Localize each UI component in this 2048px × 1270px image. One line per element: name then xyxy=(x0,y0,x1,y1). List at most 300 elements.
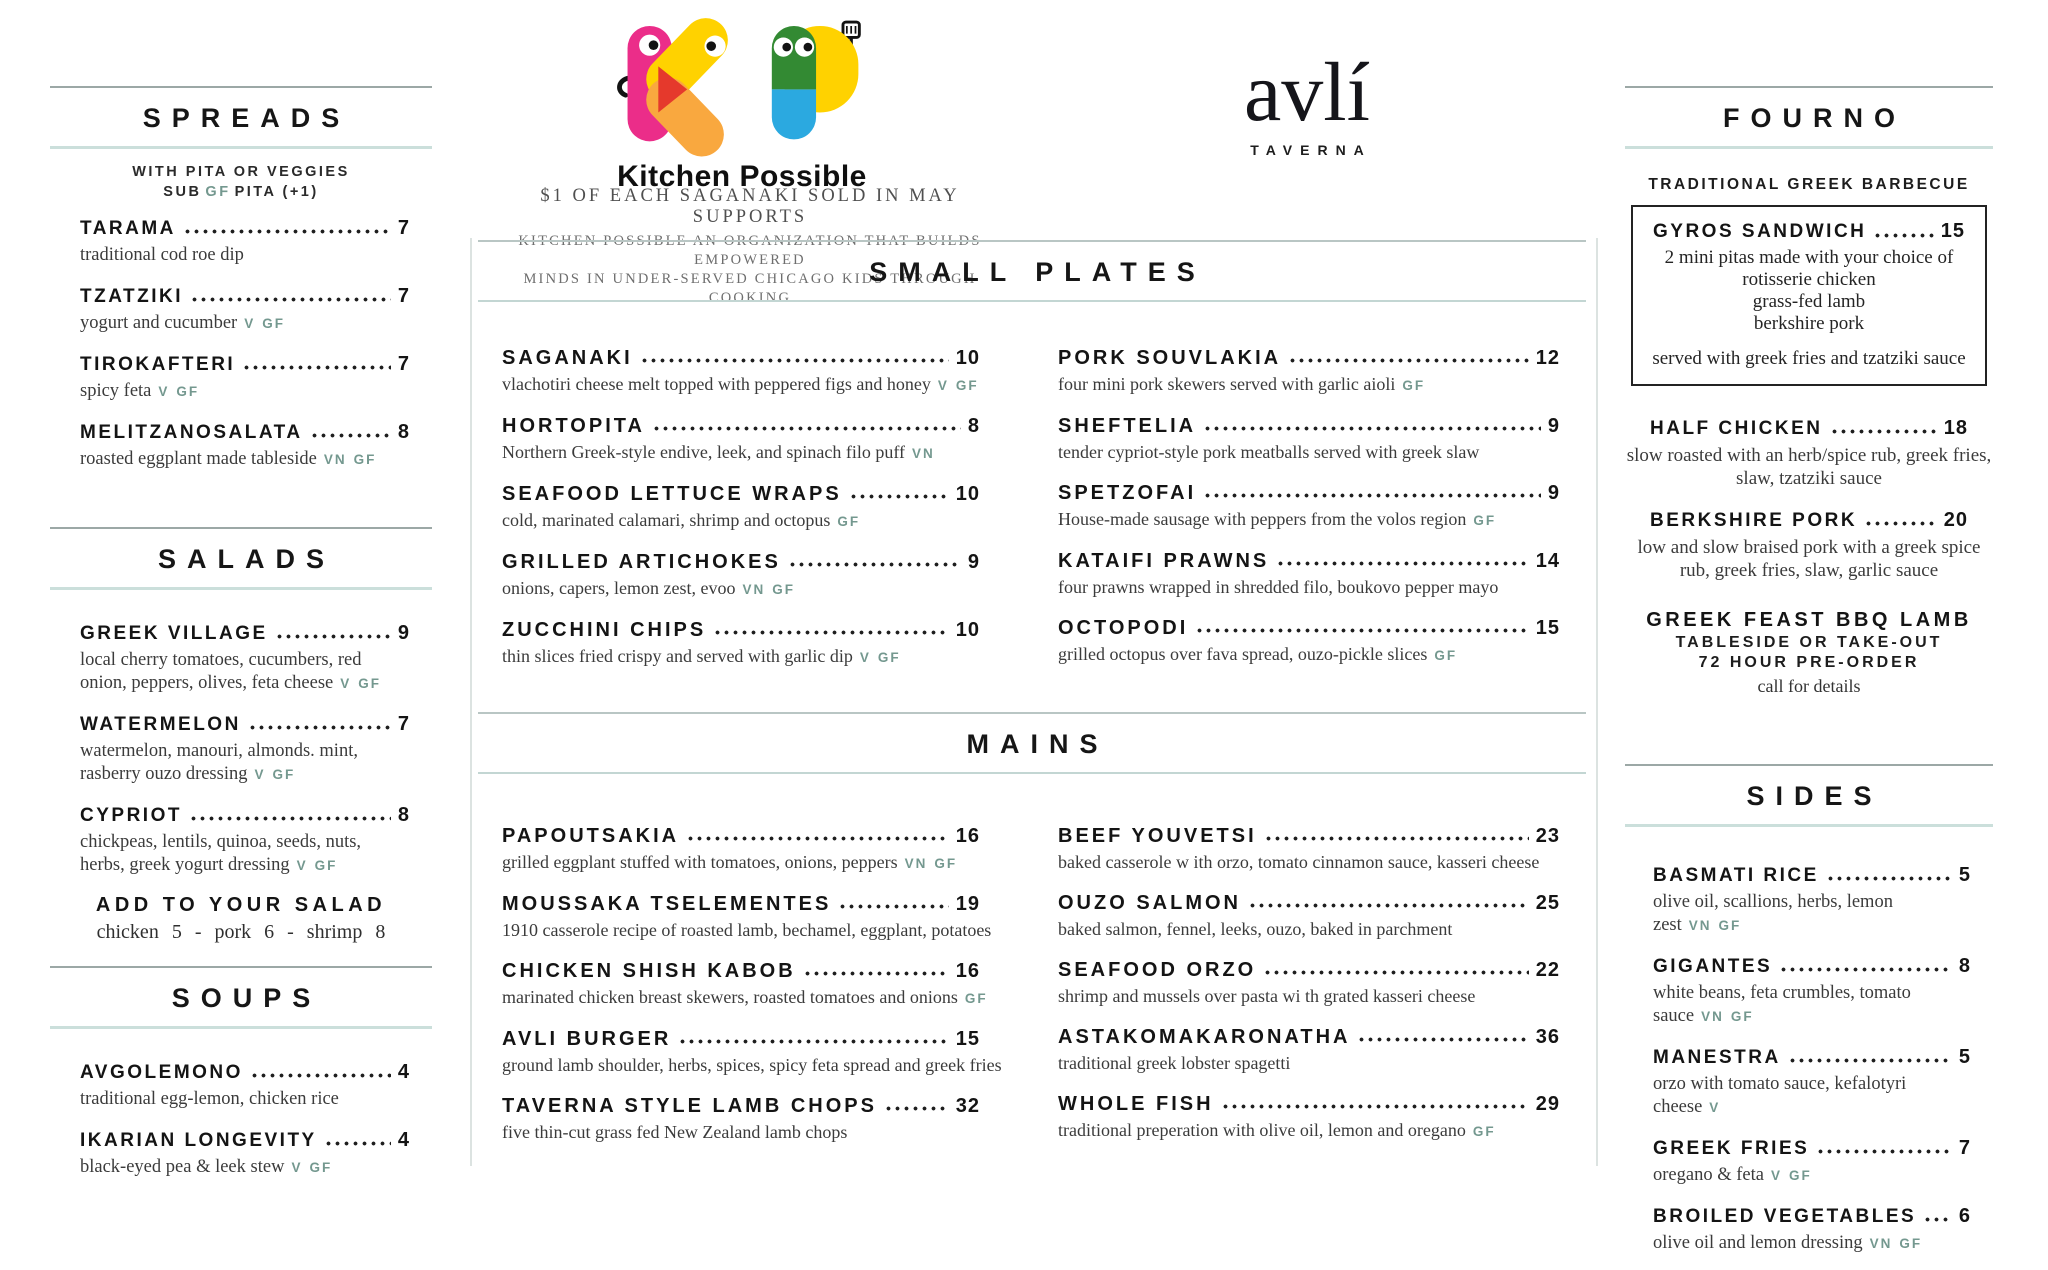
gyros-footer: served with greek fries and tzatziki sauce xyxy=(1652,348,1966,369)
item-name: BERKSHIRE PORK xyxy=(1650,510,1858,531)
item-description: thin slices fried crispy and served with garlic dip V GF xyxy=(502,646,901,666)
menu-item xyxy=(1058,344,1560,397)
item-description: House-made sausage with peppers from the volos region GF xyxy=(1058,509,1497,529)
item-description: traditional greek lobster spagetti xyxy=(1058,1053,1291,1073)
item-description: local cherry tomatoes, cucumbers, red onion, peppers, olives, feta cheese V GF xyxy=(80,650,382,693)
item-price: 36 xyxy=(1535,1026,1560,1048)
section-soups xyxy=(50,966,432,1194)
item-name: ASTAKOMAKARONATHA xyxy=(1058,1026,1351,1048)
item-name: TIROKAFTERI xyxy=(80,354,236,375)
item-name: MELITZANOSALATA xyxy=(80,422,303,443)
menu-item xyxy=(80,282,410,335)
diet-tag: VN xyxy=(1688,918,1712,933)
diet-tag: GF xyxy=(1472,1124,1496,1139)
item-price: 15 xyxy=(1940,220,1965,242)
item-price: 4 xyxy=(397,1061,410,1083)
menu-item xyxy=(1653,1134,1971,1187)
menu-item xyxy=(80,418,410,471)
gyros-description-line: rotisserie chicken xyxy=(1742,269,1876,290)
item-price: 10 xyxy=(955,483,980,505)
diet-tag: GF xyxy=(1473,513,1497,528)
section-title: SOUPS xyxy=(171,983,322,1013)
item-price: 14 xyxy=(1535,550,1560,572)
feast-line-2: 72 HOUR PRE-ORDER xyxy=(1698,654,1920,671)
dot-leader xyxy=(1195,626,1528,635)
menu-item-row xyxy=(80,282,410,311)
feast-line-1: TABLESIDE OR TAKE-OUT xyxy=(1675,634,1943,651)
gyros-description-line: 2 mini pitas made with your choice of xyxy=(1664,247,1954,268)
menu-item-row xyxy=(1641,216,1977,247)
diet-tag: GF xyxy=(955,378,979,393)
small-plates-left xyxy=(502,344,980,684)
kitchen-possible-wordmark: Kitchen Possible xyxy=(617,160,867,193)
dot-leader xyxy=(248,723,391,732)
dot-leader xyxy=(1263,968,1529,977)
item-description: watermelon, manouri, almonds. mint, rasberry ouzo dressing V GF xyxy=(80,741,358,784)
charity-line-1: $1 OF EACH SAGANAKI SOLD IN MAY SUPPORTS xyxy=(540,186,960,227)
item-description: spicy feta V GF xyxy=(80,381,200,401)
item-name: GIGANTES xyxy=(1653,956,1773,977)
menu-item xyxy=(502,957,988,1010)
item-price: 6 xyxy=(1958,1205,1971,1227)
item-description: grilled eggplant stuffed with tomatoes, onions, peppers VN GF xyxy=(502,852,958,872)
item-description: traditional cod roe dip xyxy=(80,245,244,265)
section-title: FOURNO xyxy=(1723,103,1906,133)
item-price: 15 xyxy=(1535,617,1560,639)
menu-item xyxy=(80,350,410,403)
diet-tag: GF xyxy=(272,767,296,782)
section-sides xyxy=(1625,764,1993,1270)
item-description: onions, capers, lemon zest, evoo VN GF xyxy=(502,578,795,598)
menu-item xyxy=(80,619,410,695)
section-spreads xyxy=(50,86,432,486)
small-plates-columns xyxy=(478,344,1586,684)
item-price: 8 xyxy=(967,415,980,437)
fourno-items xyxy=(1625,414,1993,582)
item-price: 7 xyxy=(1958,1137,1971,1159)
diet-tag: GF xyxy=(358,676,382,691)
menu-item-row xyxy=(1058,1090,1560,1118)
item-description: low and slow braised pork with a greek spice rub, greek fries, slaw, garlic sauce xyxy=(1637,537,1981,581)
mains-columns xyxy=(478,822,1586,1159)
dot-leader xyxy=(189,814,391,823)
menu-item xyxy=(1653,1202,1971,1255)
menu-item xyxy=(502,616,980,669)
item-price: 18 xyxy=(1943,417,1968,439)
item-price: 9 xyxy=(1547,415,1560,437)
item-name: TAVERNA STYLE LAMB CHOPS xyxy=(502,1095,877,1117)
item-price: 7 xyxy=(397,353,410,375)
menu-item-row xyxy=(80,418,410,447)
diet-tag: VN xyxy=(742,582,766,597)
spreads-items xyxy=(80,214,410,471)
gyros-description-line: grass-fed lamb xyxy=(1752,291,1866,312)
menu-item-row xyxy=(1058,822,1560,850)
salad-addon-options: chicken 5 - pork 6 - shrimp 8 xyxy=(96,921,386,943)
menu-item xyxy=(1625,414,1993,490)
item-price: 5 xyxy=(1958,1046,1971,1068)
menu-item-row xyxy=(80,801,410,830)
diet-tag: GF xyxy=(964,991,988,1006)
menu-item xyxy=(1058,1023,1560,1075)
spreads-note xyxy=(50,162,432,202)
diet-tag: GF xyxy=(1788,1168,1812,1183)
dot-leader xyxy=(275,632,391,641)
menu-item-row xyxy=(502,412,980,440)
menu-item-row xyxy=(1058,344,1560,372)
item-name: ZUCCHINI CHIPS xyxy=(502,619,707,641)
dot-leader xyxy=(1248,901,1529,910)
menu-item-row xyxy=(80,1126,410,1155)
dot-leader xyxy=(652,424,961,433)
item-description: traditional preperation with olive oil, lemon and oregano GF xyxy=(1058,1120,1496,1140)
dot-leader xyxy=(1788,1056,1952,1065)
feast-title: GREEK FEAST BBQ LAMB xyxy=(1646,609,1972,631)
rule xyxy=(50,146,432,149)
item-name: HALF CHICKEN xyxy=(1650,418,1823,439)
kitchen-possible-logo-block xyxy=(592,20,892,194)
item-price: 32 xyxy=(955,1095,980,1117)
dot-leader xyxy=(678,1037,948,1046)
item-name: GRILLED ARTICHOKES xyxy=(502,551,781,573)
diet-tag: GF xyxy=(262,316,285,331)
dot-leader xyxy=(713,628,949,637)
item-name: AVLI BURGER xyxy=(502,1028,672,1050)
section-fourno xyxy=(1625,86,1993,697)
item-description: baked salmon, fennel, leeks, ouzo, baked in parchment xyxy=(1058,919,1453,939)
dot-leader xyxy=(1830,427,1937,436)
item-price: 8 xyxy=(397,804,410,826)
section-small-plates xyxy=(478,240,1586,684)
item-name: SHEFTELIA xyxy=(1058,415,1197,437)
section-title: SPREADS xyxy=(142,103,351,133)
dot-leader xyxy=(324,1139,391,1148)
dot-leader xyxy=(1816,1147,1952,1156)
avli-wordmark: avlí xyxy=(1244,46,1370,139)
small-plates-right xyxy=(1058,344,1560,684)
diet-tag: GF xyxy=(353,452,377,467)
menu-item xyxy=(80,1058,410,1111)
item-description: vlachotiri cheese melt topped with peppered figs and honey V GF xyxy=(502,374,979,394)
menu-item xyxy=(502,1092,980,1144)
menu-item-row xyxy=(502,480,980,508)
item-description: shrimp and mussels over pasta wi th grated kasseri cheese xyxy=(1058,986,1476,1006)
item-price: 4 xyxy=(397,1129,410,1151)
diet-tag: V xyxy=(158,384,170,399)
diet-tag: VN xyxy=(904,856,928,871)
item-name: GREEK VILLAGE xyxy=(80,623,268,644)
item-price: 15 xyxy=(955,1028,980,1050)
item-price: 9 xyxy=(967,551,980,573)
menu-item-row xyxy=(1058,547,1560,575)
menu-item-row xyxy=(502,344,980,372)
item-price: 23 xyxy=(1535,825,1560,847)
menu-item-row xyxy=(80,1058,410,1087)
diet-tag: GF xyxy=(934,856,958,871)
item-price: 7 xyxy=(397,713,410,735)
item-price: 7 xyxy=(397,285,410,307)
dot-leader xyxy=(686,834,949,843)
menu-item xyxy=(1058,1090,1560,1143)
item-description: olive oil, scallions, herbs, lemon zest VN GF xyxy=(1653,892,1893,935)
diet-tag: V xyxy=(937,378,949,393)
mains-right xyxy=(1058,822,1560,1159)
item-description: Northern Greek-style endive, leek, and spinach filo puff VN xyxy=(502,442,935,462)
item-name: SAGANAKI xyxy=(502,347,633,369)
item-price: 16 xyxy=(955,960,980,982)
menu-item-row xyxy=(1058,412,1560,440)
diet-tag: V xyxy=(1709,1100,1721,1115)
avli-taverna-label: TAVERNA xyxy=(1250,142,1372,158)
kitchen-possible-kp-icon xyxy=(616,20,868,155)
dot-leader xyxy=(1221,1102,1529,1111)
menu-item xyxy=(502,548,980,601)
menu-item xyxy=(1058,956,1560,1008)
menu-item xyxy=(502,480,980,533)
rule xyxy=(1625,146,1993,149)
item-name: BASMATI RICE xyxy=(1653,865,1819,886)
dot-leader xyxy=(1826,874,1952,883)
charity-line-3: MINDS IN UNDER-SERVED CHICAGO KIDS THROUGH COOKING xyxy=(523,271,977,306)
diet-tag: VN xyxy=(1869,1236,1893,1251)
menu-item-row xyxy=(502,890,980,918)
rule xyxy=(50,1026,432,1029)
menu-item-row xyxy=(1653,861,1971,890)
soups-items xyxy=(80,1058,410,1179)
note-text: SUB xyxy=(163,184,202,200)
item-name: AVGOLEMONO xyxy=(80,1062,243,1083)
menu-item xyxy=(80,710,410,786)
dot-leader xyxy=(1276,559,1529,568)
dot-leader xyxy=(1203,491,1541,500)
dot-leader xyxy=(1288,356,1529,365)
dot-leader xyxy=(849,492,949,501)
item-price: 8 xyxy=(1958,955,1971,977)
dot-leader xyxy=(1873,231,1933,240)
item-price: 10 xyxy=(955,347,980,369)
dot-leader xyxy=(788,560,961,569)
item-price: 22 xyxy=(1535,959,1560,981)
item-name: BROILED VEGETABLES xyxy=(1653,1206,1917,1227)
menu-item xyxy=(80,214,410,267)
section-mains xyxy=(478,712,1586,1159)
rule xyxy=(478,772,1586,774)
menu-item xyxy=(1653,861,1971,937)
item-description: marinated chicken breast skewers, roasted tomatoes and onions GF xyxy=(502,987,988,1007)
item-description: orzo with tomato sauce, kefalotyri cheese V xyxy=(1653,1074,1907,1117)
menu-item xyxy=(1653,952,1971,1028)
section-title: MAINS xyxy=(966,729,1109,759)
item-name: CHICKEN SHISH KABOB xyxy=(502,960,796,982)
section-title: SIDES xyxy=(1746,781,1883,811)
menu-item-row xyxy=(502,548,980,576)
diet-tag: GF xyxy=(877,650,901,665)
dot-leader xyxy=(1923,1215,1952,1224)
diet-tag: V xyxy=(340,676,352,691)
item-price: 9 xyxy=(1547,482,1560,504)
dot-leader xyxy=(250,1071,391,1080)
rule xyxy=(478,300,1586,302)
dot-leader xyxy=(884,1104,949,1113)
diet-tag: VN xyxy=(323,452,347,467)
diet-tag: V xyxy=(291,1160,303,1175)
item-description: grilled octopus over fava spread, ouzo-pickle slices GF xyxy=(1058,644,1458,664)
diet-tag: GF xyxy=(1718,918,1742,933)
item-name: GREEK FRIES xyxy=(1653,1138,1810,1159)
menu-item-row xyxy=(80,214,410,243)
menu-item-row xyxy=(1650,414,1968,443)
item-name: BEEF YOUVETSI xyxy=(1058,825,1257,847)
menu-item-row xyxy=(80,350,410,379)
menu-item-row xyxy=(1653,952,1971,981)
item-description: four prawns wrapped in shredded filo, boukovo pepper mayo xyxy=(1058,577,1499,597)
item-name: GYROS SANDWICH xyxy=(1653,221,1867,242)
item-name: WHOLE FISH xyxy=(1058,1093,1214,1115)
diet-tag: GF xyxy=(837,514,861,529)
diet-tag: V xyxy=(244,316,256,331)
item-price: 19 xyxy=(955,893,980,915)
note-text: PITA (+1) xyxy=(234,184,319,200)
sides-items xyxy=(1653,861,1971,1255)
menu-item xyxy=(1058,614,1560,667)
section-salads xyxy=(50,527,432,944)
item-description: slow roasted with an herb/spice rub, greek fries, slaw, tzatziki sauce xyxy=(1626,445,1992,489)
menu-item-row xyxy=(1653,1134,1971,1163)
section-head xyxy=(478,240,1586,302)
item-description: traditional egg-lemon, chicken rice xyxy=(80,1089,339,1109)
gyros-sandwich-box xyxy=(1631,205,1987,386)
salads-items xyxy=(80,619,410,877)
rule xyxy=(1625,824,1993,827)
item-name: SPETZOFAI xyxy=(1058,482,1197,504)
menu-item-row xyxy=(1058,889,1560,917)
diet-tag: GF xyxy=(314,858,338,873)
gyros-description-lines xyxy=(1641,247,1977,335)
menu-item xyxy=(80,801,410,877)
greek-feast-block xyxy=(1625,608,1993,697)
menu-item xyxy=(1058,412,1560,464)
item-description: baked casserole w ith orzo, tomato cinnamon sauce, kasseri cheese xyxy=(1058,852,1540,872)
menu-item xyxy=(80,1126,410,1179)
menu-item-row xyxy=(80,710,410,739)
dot-leader xyxy=(1864,519,1937,528)
menu-item xyxy=(502,822,980,875)
rule xyxy=(50,587,432,590)
item-description: cold, marinated calamari, shrimp and octopus GF xyxy=(502,510,861,530)
diet-tag: GF xyxy=(1402,378,1426,393)
dot-leader xyxy=(640,356,949,365)
item-description: five thin-cut grass fed New Zealand lamb chops xyxy=(502,1122,848,1142)
dot-leader xyxy=(1203,424,1541,433)
section-title: SALADS xyxy=(157,544,335,574)
item-name: TARAMA xyxy=(80,218,176,239)
item-name: IKARIAN LONGEVITY xyxy=(80,1130,317,1151)
spreads-note-line-2 xyxy=(50,182,432,202)
item-name: TZATZIKI xyxy=(80,286,184,307)
menu-item xyxy=(1058,889,1560,941)
diet-tag: GF xyxy=(772,582,795,597)
item-name: CYPRIOT xyxy=(80,805,182,826)
item-price: 20 xyxy=(1943,509,1968,531)
menu-item xyxy=(1625,506,1993,582)
diet-tag: V xyxy=(254,767,266,782)
gyros-description-line: berkshire pork xyxy=(1753,313,1865,334)
charity-line-2: KITCHEN POSSIBLE AN ORGANIZATION THAT BUILDS EMPOWERED xyxy=(518,233,982,268)
menu-item-row xyxy=(502,1025,980,1053)
menu-item-row xyxy=(1058,614,1560,642)
item-price: 10 xyxy=(955,619,980,641)
diet-tag: V xyxy=(296,858,308,873)
diet-tag: V xyxy=(859,650,871,665)
item-name: SEAFOOD ORZO xyxy=(1058,959,1257,981)
menu-item xyxy=(502,412,980,465)
item-name: KATAIFI PRAWNS xyxy=(1058,550,1270,572)
item-price: 29 xyxy=(1535,1093,1560,1115)
item-name: PORK SOUVLAKIA xyxy=(1058,347,1282,369)
diet-tag: GF xyxy=(176,384,200,399)
item-name: MOUSSAKA TSELEMENTES xyxy=(502,893,832,915)
spreads-note-line-1: WITH PITA OR VEGGIES xyxy=(132,164,350,180)
section-head xyxy=(478,712,1586,774)
dot-leader xyxy=(183,227,391,236)
menu-item xyxy=(1058,547,1560,599)
diet-tag: GF xyxy=(309,1160,333,1175)
item-description: ground lamb shoulder, herbs, spices, spicy feta spread and greek fries xyxy=(502,1055,1002,1075)
item-description: chickpeas, lentils, quinoa, seeds, nuts, herbs, greek yogurt dressing V GF xyxy=(80,832,362,875)
diet-tag: GF xyxy=(1730,1009,1754,1024)
gf-tag: GF xyxy=(205,184,231,200)
section-title: SMALL PLATES xyxy=(869,257,1206,287)
item-price: 12 xyxy=(1535,347,1560,369)
diet-tag: GF xyxy=(1899,1236,1923,1251)
menu-item-row xyxy=(1650,506,1968,535)
item-name: PAPOUTSAKIA xyxy=(502,825,680,847)
menu-item-row xyxy=(502,957,980,985)
diet-tag: V xyxy=(1770,1168,1782,1183)
item-name: OCTOPODI xyxy=(1058,617,1189,639)
item-price: 8 xyxy=(397,421,410,443)
mains-left xyxy=(502,822,1002,1159)
diet-tag: VN xyxy=(912,446,935,461)
item-description: olive oil and lemon dressing VN GF xyxy=(1653,1233,1923,1253)
menu-item xyxy=(502,890,992,942)
left-gutter-divider xyxy=(470,238,472,1166)
item-price: 7 xyxy=(397,217,410,239)
item-name: OUZO SALMON xyxy=(1058,892,1241,914)
dot-leader xyxy=(242,363,391,372)
menu-item xyxy=(1058,822,1560,874)
menu-item-row xyxy=(1058,479,1560,507)
item-price: 5 xyxy=(1958,864,1971,886)
item-name: HORTOPITA xyxy=(502,415,645,437)
right-gutter-divider xyxy=(1596,238,1598,1166)
item-description: yogurt and cucumber V GF xyxy=(80,313,285,333)
diet-tag: GF xyxy=(1434,648,1458,663)
menu-item-row xyxy=(1058,956,1560,984)
dot-leader xyxy=(838,902,948,911)
salad-addon-title: ADD TO YOUR SALAD xyxy=(95,894,387,916)
diet-tag: VN xyxy=(1701,1009,1724,1024)
item-price: 9 xyxy=(397,622,410,644)
item-description: tender cypriot-style pork meatballs served with greek slaw xyxy=(1058,442,1480,462)
menu-item-row xyxy=(1058,1023,1560,1051)
item-description: 1910 casserole recipe of roasted lamb, bechamel, eggplant, potatoes xyxy=(502,920,992,940)
menu-item-row xyxy=(1653,1043,1971,1072)
fourno-subtitle: TRADITIONAL GREEK BARBECUE xyxy=(1648,176,1970,193)
item-price: 16 xyxy=(955,825,980,847)
dot-leader xyxy=(1779,965,1952,974)
menu-item xyxy=(502,344,980,397)
